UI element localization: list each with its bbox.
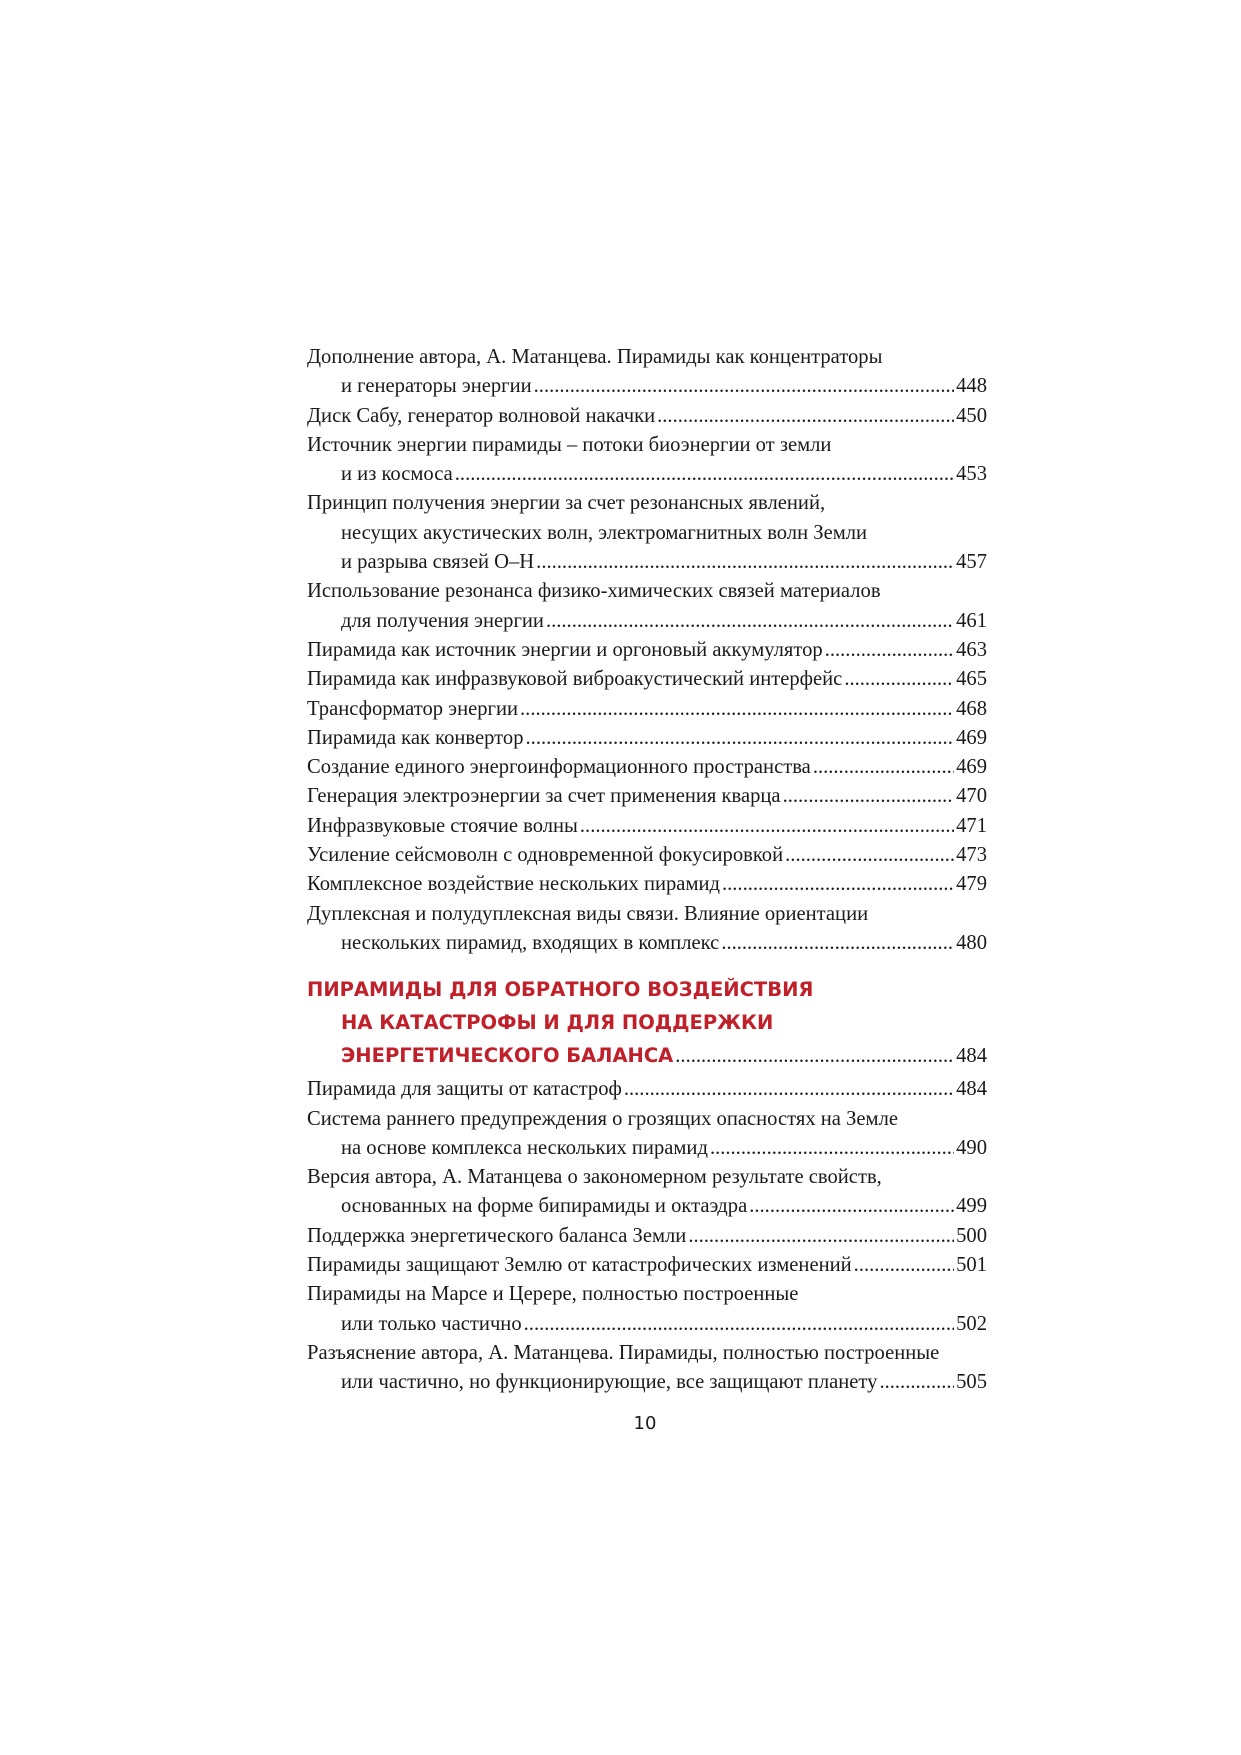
toc-entry-title: Источник энергии пирамиды – потоки биоэнергии от земли: [307, 433, 832, 456]
toc-entry-line: [307, 402, 987, 431]
toc-entry-title: Пирамида для защиты от катастроф: [307, 1078, 622, 1101]
toc-entry-title: Система раннего предупреждения о грозящих опасностях на Земле: [307, 1107, 898, 1130]
toc-page-number: 450: [956, 404, 987, 427]
dot-leader: [624, 1075, 954, 1104]
dot-leader: [520, 695, 954, 724]
section-heading: [307, 973, 987, 1072]
section-heading-line: [307, 1006, 987, 1039]
dot-leader: [722, 870, 954, 899]
toc-page-number: 471: [956, 814, 987, 837]
toc-entry-title: и из космоса: [341, 463, 453, 486]
dot-leader: [546, 607, 954, 636]
toc-entry-line: [307, 1310, 987, 1339]
toc-page-number: 468: [956, 697, 987, 720]
toc-page-number: 480: [956, 931, 987, 954]
toc-entry-line: [307, 1075, 987, 1104]
page-number: 10: [633, 1413, 657, 1434]
toc-page-number: 505: [956, 1371, 987, 1394]
toc-page-number: 448: [956, 375, 987, 398]
toc-entry-title: Версия автора, А. Матанцева о закономерном результате свойств,: [307, 1166, 882, 1189]
toc-entry-title: на основе комплекса нескольких пирамид: [341, 1136, 708, 1159]
toc-entry-title: и генераторы энергии: [341, 375, 532, 398]
dot-leader: [710, 1134, 954, 1163]
dot-leader: [580, 812, 954, 841]
toc-entry-title: Разъяснение автора, А. Матанцева. Пирамиды, полностью построенные: [307, 1341, 940, 1364]
toc-entry-line: [307, 431, 987, 460]
toc-entry-line: [307, 900, 987, 929]
toc-entry-line: [307, 343, 987, 372]
toc-page-number: 484: [956, 1078, 987, 1101]
dot-leader: [526, 724, 955, 753]
dot-leader: [657, 402, 954, 431]
toc-entry-line: [307, 1280, 987, 1309]
toc-page-number: 457: [956, 551, 987, 574]
toc-entry-title: Генерация электроэнергии за счет применения кварца: [307, 785, 781, 808]
toc-entry-title: Комплексное воздействие нескольких пирамид: [307, 873, 720, 896]
toc-page-number: 469: [956, 726, 987, 749]
toc-entry-line: [307, 1222, 987, 1251]
dot-leader: [825, 636, 954, 665]
toc-entry-line: [307, 1105, 987, 1134]
toc-page-number: 490: [956, 1136, 987, 1159]
dot-leader: [536, 548, 954, 577]
toc-entry-title: Создание единого энергоинформационного пространства: [307, 756, 811, 779]
toc-page-number: 501: [956, 1254, 987, 1277]
toc-entry-title: Пирамиды защищают Землю от катастрофических изменений: [307, 1254, 852, 1277]
toc-entry-title: Трансформатор энергии: [307, 697, 519, 720]
toc-entry-title: Использование резонанса физико-химических связей материалов: [307, 580, 881, 603]
toc-entry-line: [307, 519, 987, 548]
dot-leader: [783, 782, 955, 811]
dot-leader: [455, 460, 954, 489]
toc-entry-line: [307, 812, 987, 841]
toc-entry-line: [307, 636, 987, 665]
toc-entry-title: Усиление сейсмоволн с одновременной фокусировкой: [307, 844, 784, 867]
toc-entry-line: [307, 577, 987, 606]
dot-leader: [524, 1310, 954, 1339]
toc-entry-line: [307, 1163, 987, 1192]
toc-page-number: 479: [956, 873, 987, 896]
section-heading-line: [307, 973, 987, 1006]
toc-page-number: 473: [956, 844, 987, 867]
toc-entry-title: для получения энергии: [341, 609, 544, 632]
dot-leader: [844, 665, 954, 694]
toc-entry-line: [307, 460, 987, 489]
dot-leader: [854, 1251, 954, 1280]
toc-entry-title: или только частично: [341, 1312, 522, 1335]
toc-entry-line: [307, 1251, 987, 1280]
toc-entry-title: Дополнение автора, А. Матанцева. Пирамиды как концентраторы: [307, 346, 883, 368]
dot-leader: [749, 1192, 954, 1221]
toc-page-number: 484: [956, 1045, 987, 1068]
toc-entry-title: основанных на форме бипирамиды и октаэдра: [341, 1195, 748, 1218]
toc-page-number: 499: [956, 1195, 987, 1218]
section-toc-entries: [307, 1075, 987, 1397]
toc-entry-line: [307, 548, 987, 577]
toc-entry-title: Диск Сабу, генератор волновой накачки: [307, 404, 656, 427]
toc-entry-title: Принцип получения энергии за счет резонансных явлений,: [307, 492, 826, 515]
toc-entry-title: Пирамиды на Марсе и Церере, полностью построенные: [307, 1283, 799, 1306]
dot-leader: [879, 1368, 954, 1397]
toc-entry-line: [307, 782, 987, 811]
toc-entry-line: [307, 372, 987, 401]
toc-entry-title: Дуплексная и полудуплексная виды связи. Влияние ориентации: [307, 902, 869, 925]
toc-entry-title: несущих акустических волн, электромагнитных волн Земли: [341, 521, 868, 544]
toc-page-number: 461: [956, 609, 987, 632]
table-of-contents: [307, 343, 987, 1398]
toc-page-number: 465: [956, 668, 987, 691]
toc-page-number: 469: [956, 756, 987, 779]
toc-page-number: 502: [956, 1312, 987, 1335]
toc-entry-line: [307, 841, 987, 870]
toc-entries: [307, 343, 987, 958]
toc-entry-line: [307, 929, 987, 958]
toc-entry-title: или частично, но функционирующие, все защищают планету: [341, 1371, 878, 1394]
dot-leader: [534, 372, 954, 401]
dot-leader: [785, 841, 954, 870]
toc-entry-title: Пирамида как источник энергии и оргоновый аккумулятор: [307, 638, 823, 661]
toc-page-number: 453: [956, 463, 987, 486]
toc-entry-title: и разрыва связей О–Н: [341, 551, 535, 574]
section-heading-line: [307, 1039, 987, 1072]
dot-leader: [675, 1040, 954, 1073]
section-heading-text: ПИРАМИДЫ ДЛЯ ОБРАТНОГО ВОЗДЕЙСТВИЯ: [307, 978, 814, 1002]
section-heading-text: НА КАТАСТРОФЫ И ДЛЯ ПОДДЕРЖКИ: [341, 1011, 774, 1035]
toc-entry-line: [307, 665, 987, 694]
dot-leader: [721, 929, 954, 958]
toc-page-number: 463: [956, 638, 987, 661]
toc-entry-title: Пирамида как инфразвуковой виброакустический интерфейс: [307, 668, 843, 691]
toc-entry-title: Поддержка энергетического баланса Земли: [307, 1224, 687, 1247]
toc-entry-line: [307, 695, 987, 724]
toc-entry-line: [307, 1134, 987, 1163]
toc-page-number: 500: [956, 1224, 987, 1247]
toc-page-number: 470: [956, 785, 987, 808]
toc-entry-line: [307, 724, 987, 753]
dot-leader: [688, 1222, 954, 1251]
dot-leader: [813, 753, 954, 782]
toc-entry-title: Инфразвуковые стоячие волны: [307, 814, 578, 837]
section-heading-text: ЭНЕРГЕТИЧЕСКОГО БАЛАНСА: [341, 1044, 674, 1068]
toc-entry-line: [307, 1368, 987, 1397]
section-gap: [307, 958, 987, 973]
toc-entry-line: [307, 1339, 987, 1368]
toc-entry-line: [307, 1192, 987, 1221]
toc-entry-line: [307, 753, 987, 782]
toc-entry-line: [307, 870, 987, 899]
toc-entry-title: нескольких пирамид, входящих в комплекс: [341, 931, 720, 954]
toc-entry-line: [307, 607, 987, 636]
toc-entry-line: [307, 489, 987, 518]
toc-entry-title: Пирамида как конвертор: [307, 726, 524, 749]
